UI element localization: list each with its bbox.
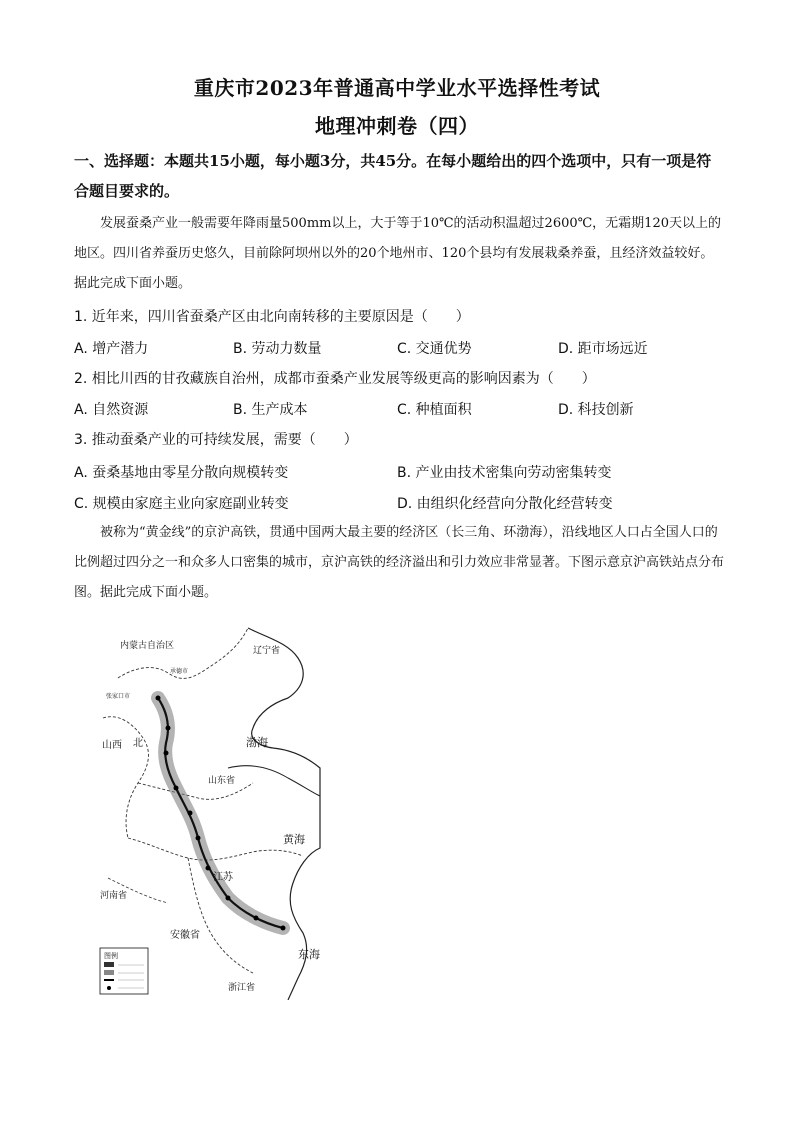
question-3-option-a[interactable]: A. 蚕桑基地由零星分散向规模转变 bbox=[74, 465, 289, 481]
label-beijing-area: 北 bbox=[133, 738, 143, 749]
label-bohai: 渤海 bbox=[246, 736, 268, 749]
passage-silk: 发展蚕桑产业一般需要年降雨量500mm以上，大于等于10℃的活动积温超过2600℃，无霜期120天以上的地区。四川省养蚕历史悠久，目前除阿坝州以外的20个地州市、120个县均有发展栽桑养蚕，且经济效益较好。据此完成下面小题。 bbox=[74, 216, 721, 291]
question-3-stem: 3. 推动蚕桑产业的可持续发展，需要（ ） bbox=[74, 432, 358, 448]
question-1-option-c[interactable]: C. 交通优势 bbox=[397, 341, 472, 357]
question-2-option-c[interactable]: C. 种植面积 bbox=[397, 402, 472, 418]
label-liaoning: 辽宁省 bbox=[253, 646, 281, 656]
question-1-stem: 1. 近年来，四川省蚕桑产区由北向南转移的主要原因是（ ） bbox=[74, 309, 470, 325]
question-1-option-a[interactable]: A. 增产潜力 bbox=[74, 341, 149, 357]
label-zhejiang: 浙江省 bbox=[228, 983, 256, 993]
label-anhui: 安徽省 bbox=[170, 930, 200, 941]
question-1-option-d[interactable]: D. 距市场远近 bbox=[558, 341, 648, 357]
question-2-option-a[interactable]: A. 自然资源 bbox=[74, 402, 149, 418]
question-1-option-b[interactable]: B. 劳动力数量 bbox=[233, 341, 322, 357]
question-2-option-b[interactable]: B. 生产成本 bbox=[233, 402, 308, 418]
label-zhangjiakou: 张家口市 bbox=[106, 693, 131, 700]
beijing-shanghai-railway-map bbox=[98, 618, 324, 1000]
exam-title: 重庆市2023年普通高中学业水平选择性考试 bbox=[193, 76, 601, 100]
label-chengde: 承德市 bbox=[170, 668, 189, 675]
label-inner-mongolia: 内蒙古自治区 bbox=[120, 641, 175, 651]
label-shanxi: 山西 bbox=[102, 740, 122, 751]
label-henan: 河南省 bbox=[100, 891, 128, 901]
label-shandong: 山东省 bbox=[208, 776, 236, 786]
label-donghai: 东海 bbox=[298, 948, 320, 961]
label-huanghai: 黄海 bbox=[283, 833, 305, 846]
label-jiangsu: 江苏 bbox=[213, 872, 233, 883]
question-3-option-d[interactable]: D. 由组织化经营向分散化经营转变 bbox=[397, 496, 613, 512]
passage-railway: 被称为“黄金线”的京沪高铁，贯通中国两大最主要的经济区（长三角、环渤海），沿线地区人口占全国人口的比例超过四分之一和众多人口密集的城市，京沪高铁的经济溢出和引力效应非常显著。下图示意京沪高铁站点分布图。据此完成下面小题。 bbox=[74, 525, 725, 600]
question-2-option-d[interactable]: D. 科技创新 bbox=[558, 402, 634, 418]
legend-title: 图例 bbox=[104, 952, 118, 960]
question-3-option-b[interactable]: B. 产业由技术密集向劳动密集转变 bbox=[397, 465, 612, 481]
exam-subtitle: 地理冲刺卷（四） bbox=[315, 114, 479, 138]
question-3-option-c[interactable]: C. 规模由家庭主业向家庭副业转变 bbox=[74, 496, 289, 512]
question-2-stem: 2. 相比川西的甘孜藏族自治州，成都市蚕桑产业发展等级更高的影响因素为（ ） bbox=[74, 371, 596, 387]
section-heading: 一、选择题：本题共15小题，每小题3分，共45分。在每小题给出的四个选项中，只有一项是符合题目要求的。 bbox=[74, 152, 712, 200]
